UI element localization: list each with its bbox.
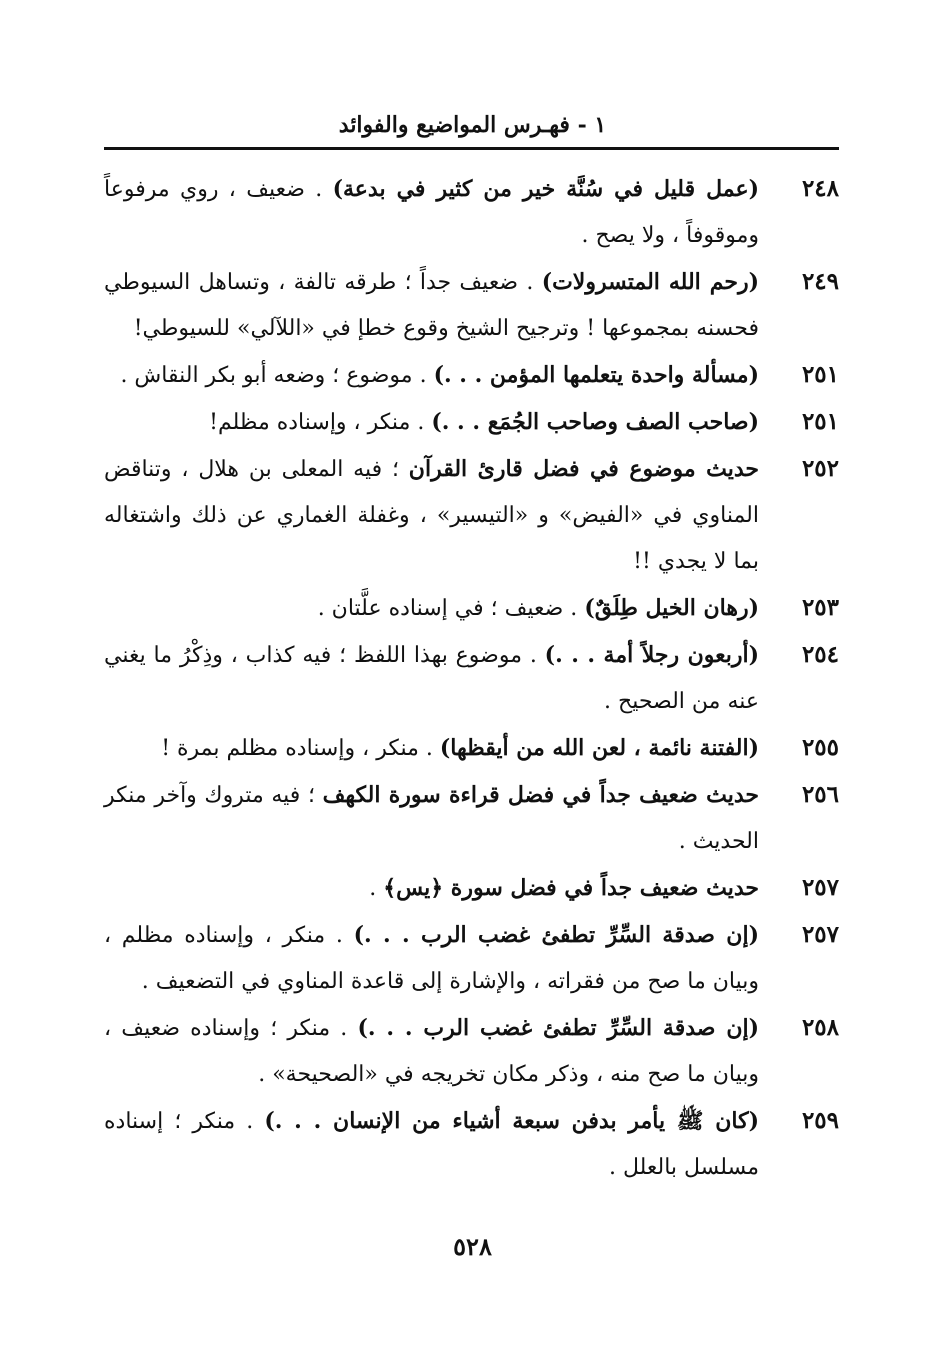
entry-description: ؛ فيه المعلى بن هلال ، وتناقض المناوي في «الفيض» و «التيسير» ، وغفلة الغماري عن ذلك واشتغاله بما لا يجدي !! [104,457,759,574]
index-entry [104,725,839,772]
entry-number: ٢٥١ [801,361,839,388]
index-entry [104,166,839,259]
index-entry [104,446,839,585]
index-entry [104,912,839,1005]
entry-number: ٢٥١ [801,408,839,435]
entry-description: . ضعيف ، روي مرفوعاً وموقوفاً ، ولا يصح . [104,177,759,248]
page-number: ٥٢٨ [453,1232,492,1261]
index-entry [104,585,839,632]
entry-number: ٢٤٨ [801,175,839,202]
entry-text [104,865,759,912]
entry-heading: حديث ضعيف جداً في فضل سورة ﴿يس﴾ [383,875,759,901]
entry-description: . منكر ، وإسناده مظلم! [209,410,432,435]
entry-number: ٢٥٧ [801,921,839,948]
header-divider [104,147,839,150]
index-entry [104,352,839,399]
entry-heading: (صاحب الصف وصاحب الجُمَع . . .) [431,409,759,435]
page-header-title: ١ - فهـرس المواضيع والفوائد [338,112,607,138]
entry-number: ٢٥٤ [801,641,839,668]
entry-number: ٢٥٧ [801,874,839,901]
entry-heading: حديث موضوع في فضل قارئ القرآن [408,456,760,482]
index-entry [104,1005,839,1098]
entry-heading: (كان ﷺ يأمر بدفن سبعة أشياء من الإنسان . . .) [264,1108,759,1134]
entry-description: . ضعيف ؛ في إسناده علَّتان . [317,596,585,621]
entry-heading: (إن صدقة السِّرِّ تطفئ غضب الرب . . .) [353,922,759,948]
entry-number: ٢٤٩ [801,268,839,295]
entry-description: . منكر ، وإسناده مظلم بمرة ! [161,736,440,761]
index-entry [104,772,839,865]
entry-description: . موضوع بهذا اللفظ ؛ فيه كذاب ، وذِكْرُ ما يغني عنه من الصحيح . [104,643,759,714]
entry-heading: (إن صدقة السِّرِّ تطفئ غضب الرب . . .) [357,1015,759,1041]
index-entry [104,632,839,725]
entry-description: . موضوع ؛ وضعه أبو بكر النقاش . [120,363,434,388]
entry-text [104,772,759,865]
entry-text [104,166,759,259]
entry-number: ٢٥٢ [801,455,839,482]
entry-number: ٢٥٦ [801,781,839,808]
entry-description: . [369,876,384,901]
entry-text [104,352,759,399]
entry-text [104,446,759,585]
entry-heading: (مسألة واحدة يتعلمها المؤمن . . .) [433,362,759,388]
entry-text [104,259,759,352]
entry-heading: (عمل قليل في سُنَّة خير من كثير في بدعة) [332,176,759,202]
entry-heading: (رهان الخيل طِلَقٌ) [584,595,759,621]
index-entry [104,399,839,446]
entry-description: ؛ فيه متروك وآخر منكر الحديث . [104,783,759,854]
entry-heading: حديث ضعيف جداً في فضل قراءة سورة الكهف [322,782,759,808]
entry-heading: (رحم الله المتسرولات) [541,269,759,295]
entry-number: ٢٥٨ [801,1014,839,1041]
index-entries-list [104,166,839,1191]
entry-text [104,632,759,725]
entry-text [104,1098,759,1191]
entry-description: . منكر ، وإسناده مظلم ، وبيان ما صح من فقراته ، والإشارة إلى قاعدة المناوي في التضعيف . [104,923,759,994]
entry-heading: (أربعون رجلاً أمة . . .) [544,642,759,668]
entry-text [104,585,759,632]
entry-description: . منكر ؛ وإسناده ضعيف ، وبيان ما صح منه ، وذكر مكان تخريجه في «الصحيحة» . [104,1016,759,1087]
index-entry [104,259,839,352]
entry-number: ٢٥٩ [801,1107,839,1134]
entry-number: ٢٥٣ [801,594,839,621]
entry-description: . ضعيف جداً ؛ طرقه تالفة ، وتساهل السيوطي فحسنه بمجموعها ! وترجيح الشيخ وقوع خطإ في «اللآلي» للسيوطي! [104,270,759,341]
entry-text [104,912,759,1005]
entry-number: ٢٥٥ [801,734,839,761]
entry-text [104,1005,759,1098]
entry-heading: (الفتنة نائمة ، لعن الله من أيقظها) [439,735,759,761]
entry-description: . منكر ؛ إسناده مسلسل بالعلل . [104,1109,759,1180]
index-entry [104,1098,839,1191]
entry-text [104,725,759,772]
entry-text [104,399,759,446]
index-entry [104,865,839,912]
